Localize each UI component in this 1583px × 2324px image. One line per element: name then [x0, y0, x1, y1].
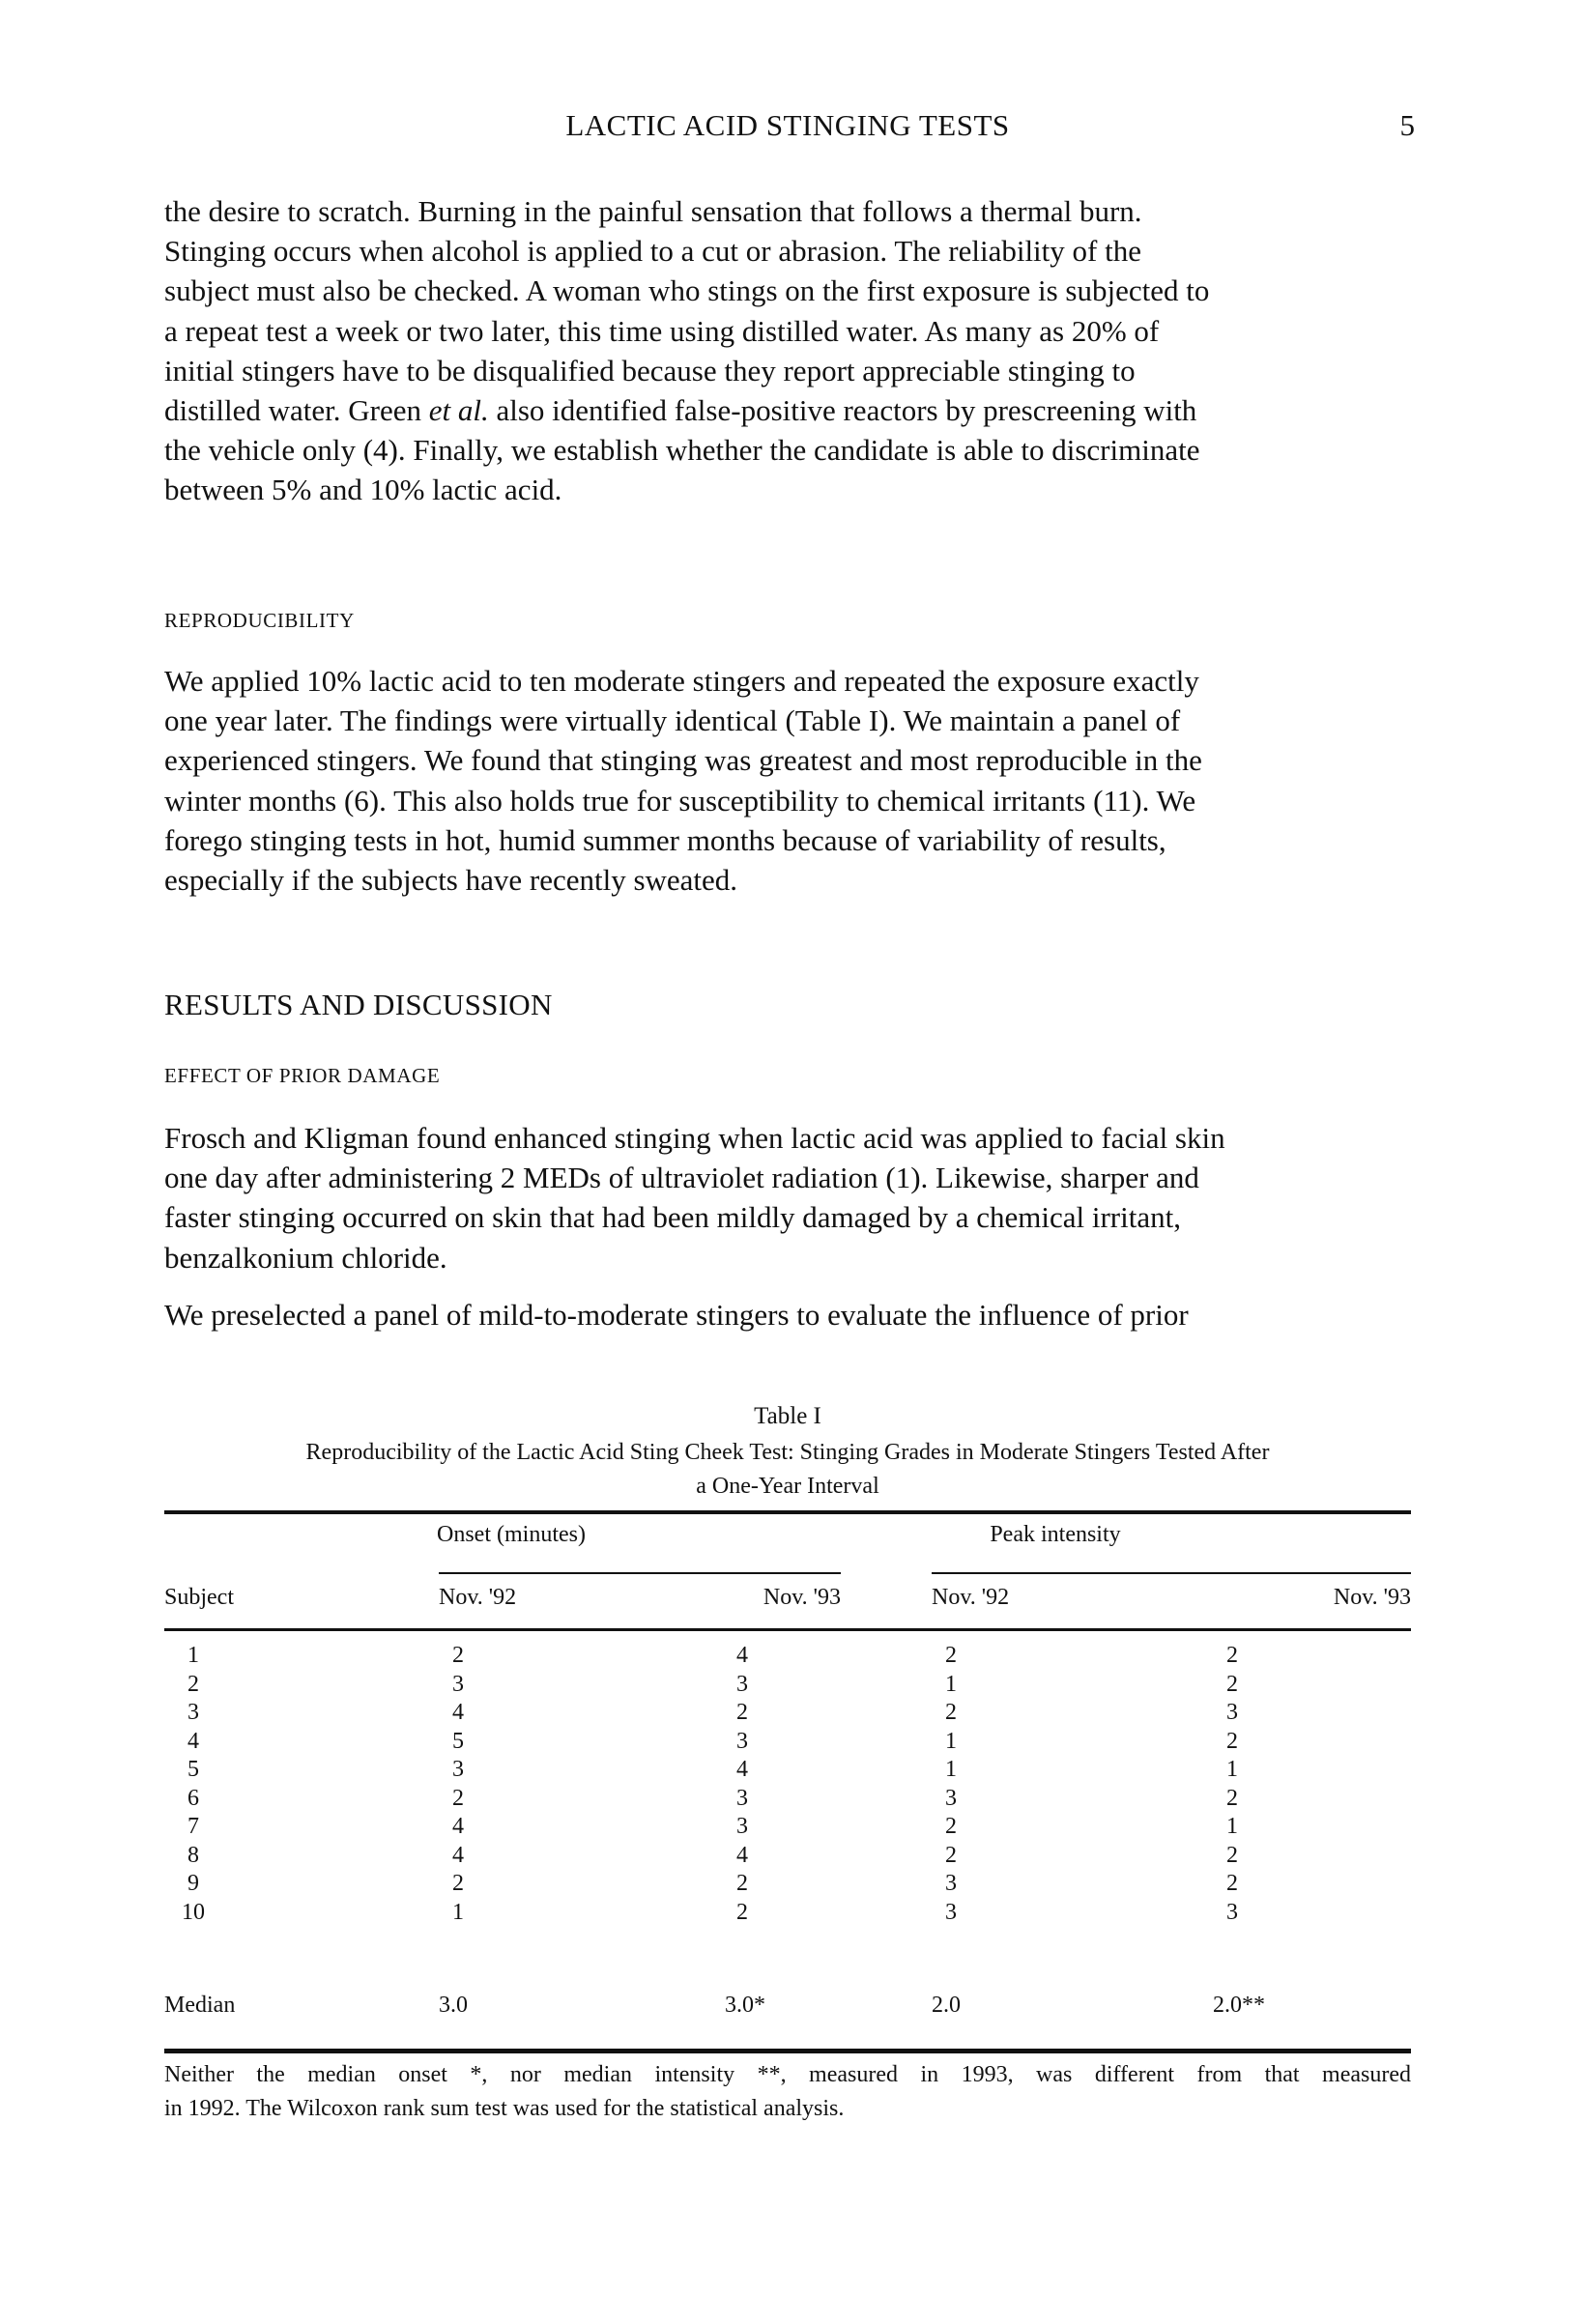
text-line: subject must also be checked. A woman who stings on the first exposure is subjected to: [164, 273, 1210, 308]
text-line: Frosch and Kligman found enhanced stinging when lactic acid was applied to facial skin: [164, 1121, 1225, 1155]
column-header-onset-93: Nov. '93: [763, 1585, 841, 1610]
cell-onset-92: 3: [452, 1757, 464, 1782]
cell-peak-92: 3: [945, 1785, 957, 1811]
onset-group-rule: [439, 1572, 841, 1574]
text-line: We applied 10% lactic acid to ten moderate stingers and repeated the exposure exactly: [164, 664, 1199, 698]
text-line: the desire to scratch. Burning in the painful sensation that follows a thermal burn.: [164, 194, 1142, 228]
cell-onset-93: 2: [736, 1700, 748, 1725]
paragraph-preselected: [164, 1295, 1411, 1334]
cell-onset-92: 4: [452, 1814, 464, 1839]
median-value: 3.0: [439, 1993, 468, 2018]
cell-onset-92: 2: [452, 1785, 464, 1811]
cell-subject: 9: [187, 1871, 199, 1896]
text-line: the vehicle only (4). Finally, we establish whether the candidate is able to discriminate: [164, 433, 1200, 468]
cell-onset-93: 2: [736, 1871, 748, 1896]
cell-subject: 10: [182, 1899, 205, 1925]
paragraph-reproducibility: [164, 661, 1411, 900]
median-value: 2.0: [932, 1993, 961, 2018]
paragraph-frosch-kligman: [164, 1118, 1411, 1277]
cell-onset-93: 4: [736, 1842, 748, 1868]
text-line: forego stinging tests in hot, humid summer months because of variability of results,: [164, 822, 1166, 857]
table-caption: [164, 1436, 1411, 1504]
cell-peak-93: 2: [1226, 1785, 1238, 1811]
cell-subject: 5: [187, 1757, 199, 1782]
cell-onset-93: 3: [736, 1785, 748, 1811]
table-label: Table I: [754, 1403, 821, 1429]
column-header-peak-92: Nov. '92: [932, 1585, 1010, 1610]
section-heading-results: RESULTS AND DISCUSSION: [164, 988, 553, 1021]
text-line: experienced stingers. We found that stinging was greatest and most reproducible in the: [164, 743, 1202, 778]
cell-peak-93: 3: [1226, 1899, 1238, 1925]
cell-subject: 4: [187, 1728, 199, 1754]
cell-subject: 1: [187, 1643, 199, 1668]
page-number: 5: [1399, 108, 1415, 142]
table-top-rule: [164, 1510, 1411, 1514]
cell-peak-92: 2: [945, 1842, 957, 1868]
table-footnote: [164, 2058, 1411, 2126]
cell-onset-92: 4: [452, 1700, 464, 1725]
text-line: initial stingers have to be disqualified because they report appreciable stinging to: [164, 353, 1136, 387]
cell-peak-92: 1: [945, 1757, 957, 1782]
footnote-line: in 1992. The Wilcoxon rank sum test was used for the statistical analysis.: [164, 2096, 845, 2121]
cell-peak-93: 1: [1226, 1814, 1238, 1839]
cell-peak-93: 2: [1226, 1643, 1238, 1668]
cell-peak-92: 2: [945, 1814, 957, 1839]
cell-onset-92: 2: [452, 1643, 464, 1668]
cell-peak-93: 1: [1226, 1757, 1238, 1782]
median-value: 2.0**: [1213, 1993, 1265, 2018]
cell-peak-93: 2: [1226, 1842, 1238, 1868]
cell-onset-93: 4: [736, 1757, 748, 1782]
text-line: winter months (6). This also holds true for susceptibility to chemical irritants (11). We: [164, 783, 1196, 818]
cell-peak-92: 1: [945, 1671, 957, 1697]
text-line: distilled water. Green et al. also identified false-positive reactors by prescreening with: [164, 393, 1197, 428]
text-line: faster stinging occurred on skin that had been mildly damaged by a chemical irritant,: [164, 1200, 1181, 1235]
cell-onset-93: 3: [736, 1671, 748, 1697]
cell-peak-93: 2: [1226, 1871, 1238, 1896]
text-line: Stinging occurs when alcohol is applied to a cut or abrasion. The reliability of the: [164, 234, 1141, 269]
cell-subject: 6: [187, 1785, 199, 1811]
column-header-onset-92: Nov. '92: [439, 1585, 517, 1610]
cell-onset-92: 1: [452, 1899, 464, 1925]
cell-onset-92: 4: [452, 1842, 464, 1868]
running-title: LACTIC ACID STINGING TESTS: [565, 108, 1010, 142]
cell-subject: 7: [187, 1814, 199, 1839]
column-header-peak-93: Nov. '93: [1333, 1585, 1411, 1610]
italic-et-al: et al.: [428, 393, 489, 428]
cell-peak-93: 2: [1226, 1671, 1238, 1697]
cell-peak-93: 2: [1226, 1728, 1238, 1754]
text-line: one day after administering 2 MEDs of ultraviolet radiation (1). Likewise, sharper and: [164, 1161, 1199, 1195]
text-line: especially if the subjects have recently sweated.: [164, 863, 738, 898]
cell-onset-93: 3: [736, 1814, 748, 1839]
cell-onset-92: 2: [452, 1871, 464, 1896]
table-bottom-rule: [164, 2049, 1411, 2053]
header-bottom-rule: [164, 1628, 1411, 1631]
column-header-subject: Subject: [164, 1585, 234, 1610]
peak-group-rule: [932, 1572, 1411, 1574]
paragraph-scratch-burning: [164, 191, 1411, 510]
text-line: We preselected a panel of mild-to-moderate stingers to evaluate the influence of prior: [164, 1298, 1189, 1332]
cell-peak-92: 2: [945, 1700, 957, 1725]
group-header-peak: Peak intensity: [990, 1522, 1121, 1547]
cell-subject: 3: [187, 1700, 199, 1725]
subheading-reproducibility: REPRODUCIBILITY: [164, 609, 355, 632]
cell-peak-92: 3: [945, 1899, 957, 1925]
cell-onset-93: 2: [736, 1899, 748, 1925]
cell-peak-92: 3: [945, 1871, 957, 1896]
caption-line: Reproducibility of the Lactic Acid Sting Cheek Test: Stinging Grades in Moderate Stingers Tested After: [305, 1440, 1270, 1465]
cell-onset-93: 4: [736, 1643, 748, 1668]
text-line: a repeat test a week or two later, this time using distilled water. As many as 20% of: [164, 313, 1160, 348]
text-line: benzalkonium chloride.: [164, 1240, 447, 1275]
cell-subject: 2: [187, 1671, 199, 1697]
median-label: Median: [164, 1993, 236, 2018]
caption-line: a One-Year Interval: [696, 1474, 879, 1499]
cell-peak-93: 3: [1226, 1700, 1238, 1725]
text-line: one year later. The findings were virtually identical (Table I). We maintain a panel of: [164, 703, 1181, 738]
subheading-prior-damage: EFFECT OF PRIOR DAMAGE: [164, 1064, 441, 1087]
cell-peak-92: 2: [945, 1643, 957, 1668]
running-head: [164, 108, 1415, 147]
cell-onset-93: 3: [736, 1728, 748, 1754]
median-value: 3.0*: [725, 1993, 765, 2018]
cell-peak-92: 1: [945, 1728, 957, 1754]
group-header-onset: Onset (minutes): [437, 1522, 586, 1547]
text-line: between 5% and 10% lactic acid.: [164, 473, 562, 507]
cell-onset-92: 5: [452, 1728, 464, 1754]
cell-subject: 8: [187, 1842, 199, 1868]
footnote-line: Neither the median onset *, nor median intensity **, measured in 1993, was different from that measured: [164, 2062, 1411, 2087]
cell-onset-92: 3: [452, 1671, 464, 1697]
